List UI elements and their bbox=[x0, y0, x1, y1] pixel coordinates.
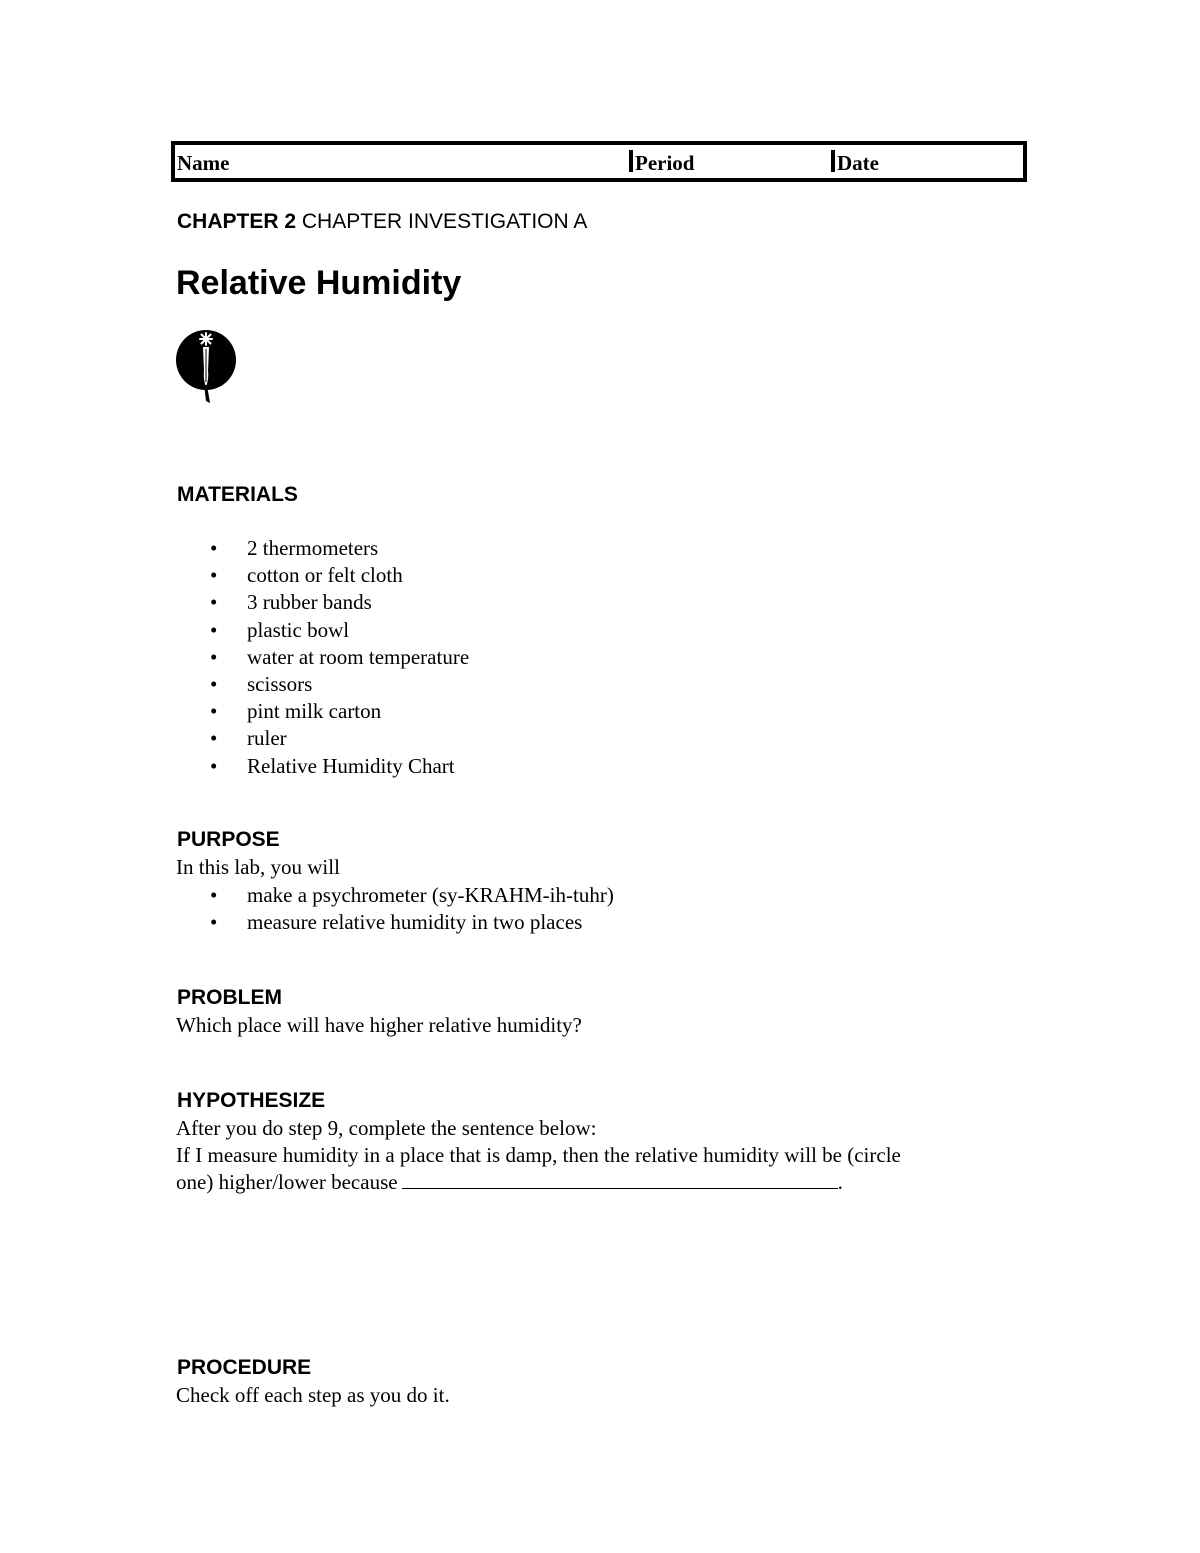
bullet-icon: • bbox=[210, 753, 218, 778]
list-item: • scissors bbox=[176, 671, 469, 698]
hypothesize-sentence: If I measure humidity in a place that is damp, then the relative humidity will be (circle bbox=[176, 1143, 901, 1167]
bullet-icon: • bbox=[210, 672, 218, 697]
list-item: • 2 thermometers bbox=[176, 535, 469, 562]
list-item: • Relative Humidity Chart bbox=[176, 753, 469, 780]
chapter-number: CHAPTER 2 bbox=[177, 210, 297, 233]
date-field-marker bbox=[831, 150, 835, 172]
bullet-icon: • bbox=[210, 617, 218, 642]
list-item: • water at room temperature bbox=[176, 644, 469, 671]
problem-text: Which place will have higher relative humidity? bbox=[176, 1013, 582, 1037]
student-info-header bbox=[171, 141, 1027, 182]
bullet-icon: • bbox=[210, 563, 218, 588]
procedure-heading: PROCEDURE bbox=[177, 1356, 312, 1379]
name-label: Name bbox=[177, 151, 230, 175]
materials-heading: MATERIALS bbox=[177, 483, 298, 506]
problem-heading: PROBLEM bbox=[177, 986, 282, 1009]
period-field-marker bbox=[629, 150, 633, 172]
period-label: Period bbox=[635, 151, 695, 175]
hypothesize-heading: HYPOTHESIZE bbox=[177, 1089, 326, 1112]
chapter-heading bbox=[177, 209, 587, 235]
bullet-icon: • bbox=[210, 883, 218, 907]
bullet-icon: • bbox=[210, 590, 218, 615]
bullet-icon: • bbox=[210, 536, 218, 560]
hypothesize-instruction: After you do step 9, complete the sentence below: bbox=[176, 1116, 597, 1140]
list-item: • 3 rubber bands bbox=[176, 589, 469, 616]
bullet-icon: • bbox=[210, 726, 218, 751]
purpose-heading: PURPOSE bbox=[177, 828, 280, 851]
procedure-text: Check off each step as you do it. bbox=[176, 1383, 450, 1407]
page-title: Relative Humidity bbox=[176, 264, 462, 302]
hypothesize-sentence-end: one) higher/lower because . bbox=[176, 1170, 843, 1194]
answer-blank-line[interactable] bbox=[402, 1169, 838, 1189]
list-item: • ruler bbox=[176, 725, 469, 752]
bullet-icon: • bbox=[210, 699, 218, 724]
chapter-subtitle: CHAPTER INVESTIGATION A bbox=[301, 210, 588, 233]
purpose-list bbox=[176, 882, 614, 936]
list-item: • plastic bowl bbox=[176, 617, 469, 644]
list-item: • pint milk carton bbox=[176, 698, 469, 725]
list-item: • cotton or felt cloth bbox=[176, 562, 469, 589]
list-item: • measure relative humidity in two places bbox=[176, 909, 614, 936]
investigation-logo-icon bbox=[176, 327, 238, 403]
date-label: Date bbox=[837, 151, 879, 175]
list-item: • make a psychrometer (sy-KRAHM-ih-tuhr) bbox=[176, 882, 614, 909]
bullet-icon: • bbox=[210, 910, 218, 935]
materials-list bbox=[176, 535, 469, 780]
bullet-icon: • bbox=[210, 644, 218, 669]
purpose-intro: In this lab, you will bbox=[176, 855, 340, 879]
